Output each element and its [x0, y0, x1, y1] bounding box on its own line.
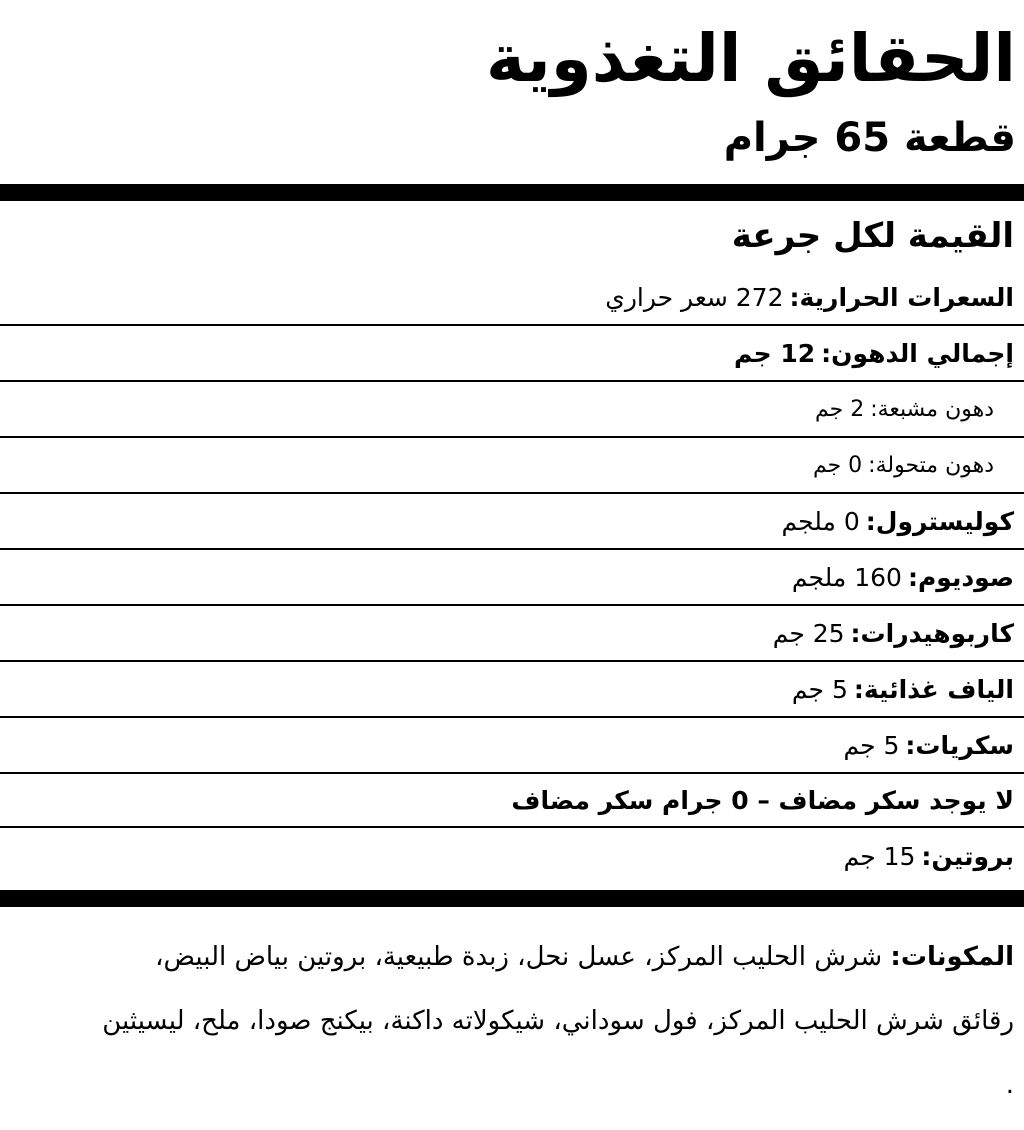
- nutrient-row-cholesterol: [0, 494, 1024, 550]
- nutrient-label: كاربوهيدرات: [860, 618, 1014, 648]
- nutrient-separator: :: [905, 730, 916, 760]
- nutrient-separator: :: [921, 841, 932, 871]
- nutrient-row-carbohydrates: [0, 606, 1024, 662]
- nutrient-label: بروتين: [931, 841, 1014, 871]
- nutrient-value: 25 جم: [772, 618, 845, 648]
- nutrient-value: 5 جم: [843, 730, 900, 760]
- nutrient-label: السعرات الحرارية: [799, 282, 1014, 312]
- nutrient-value: 15 جم: [843, 841, 916, 871]
- nutrient-value: 0 ملجم: [781, 506, 860, 536]
- ingredients-label: المكونات:: [890, 942, 1014, 972]
- nutrient-separator: :: [853, 674, 864, 704]
- ingredients: [99, 925, 1014, 1117]
- nutrient-separator: :: [865, 506, 876, 536]
- ingredients-text: شرش الحليب المركز، عسل نحل، زبدة طبيعية، بروتين بياض البيض، رقائق شرش الحليب المركز، فول سوداني، شيكولاته داكنة، بيكنج صودا، ملح، ليسيثين .: [102, 942, 1014, 1100]
- nutrient-label: صوديوم: [917, 562, 1014, 592]
- nutrient-value: 272 سعر حراري: [605, 282, 784, 312]
- nutrient-separator: :: [850, 618, 861, 648]
- nutrient-separator: :: [821, 338, 832, 368]
- nutrient-label: إجمالي الدهون: [831, 338, 1014, 368]
- divider-thick-bottom: [0, 890, 1024, 907]
- nutrient-label: الياف غذائية: [863, 674, 1014, 704]
- nutrient-separator: :: [789, 282, 800, 312]
- nutrient-separator: :: [868, 452, 876, 478]
- nutrient-label: سكريات: [915, 730, 1014, 760]
- nutrient-row-total-fat: [0, 326, 1024, 382]
- page-title: الحقائق التغذوية: [485, 20, 1016, 97]
- nutrient-label: دهون متحولة: [875, 452, 994, 478]
- nutrient-value: 5 جم: [791, 674, 848, 704]
- nutrient-row-protein: [0, 828, 1024, 884]
- nutrient-list: [0, 270, 1024, 884]
- nutrient-value: 0 جم: [812, 452, 863, 478]
- nutrient-label: كوليسترول: [875, 506, 1014, 536]
- nutrient-row-added-sugar: [0, 774, 1024, 828]
- serving-size: قطعة 65 جرام: [723, 115, 1016, 161]
- nutrient-label: دهون مشبعة: [877, 396, 994, 422]
- per-serving-heading: القيمة لكل جرعة: [731, 216, 1014, 256]
- nutrient-row-saturated-fat: [0, 382, 1024, 438]
- nutrient-row-trans-fat: [0, 438, 1024, 494]
- nutrient-separator: :: [870, 396, 878, 422]
- nutrient-row-sugars: [0, 718, 1024, 774]
- nutrient-value: 12 جم: [734, 338, 816, 368]
- nutrient-row-sodium: [0, 550, 1024, 606]
- nutrient-value: 160 ملجم: [791, 562, 902, 592]
- nutrient-separator: :: [907, 562, 918, 592]
- nutrient-row-fiber: [0, 662, 1024, 718]
- divider-thick-top: [0, 184, 1024, 201]
- nutrient-label: لا يوجد سكر مضاف – 0 جرام سكر مضاف: [511, 785, 1014, 815]
- nutrient-value: 2 جم: [814, 396, 865, 422]
- nutrient-row-calories: [0, 270, 1024, 326]
